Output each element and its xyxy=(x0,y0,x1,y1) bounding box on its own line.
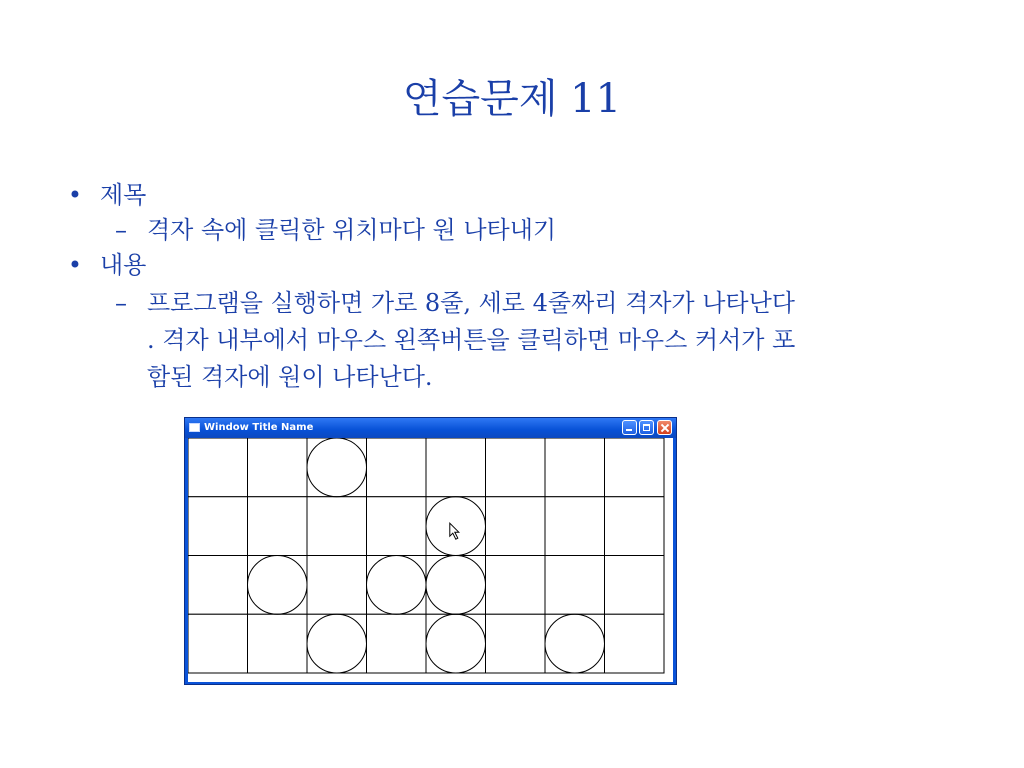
grid-cell[interactable] xyxy=(605,556,665,615)
bullet-label: 내용 xyxy=(100,251,147,279)
grid-cell[interactable] xyxy=(188,614,248,673)
grid-cell[interactable] xyxy=(486,438,546,497)
grid-canvas[interactable] xyxy=(188,438,673,682)
grid-cell[interactable] xyxy=(486,556,546,615)
minimize-icon[interactable] xyxy=(622,420,637,435)
dash-marker: – xyxy=(115,289,127,317)
maximize-icon[interactable] xyxy=(639,420,654,435)
grid-cell[interactable] xyxy=(307,497,367,556)
grid-cell[interactable] xyxy=(605,438,665,497)
sub-item-label: 격자 속에 클릭한 위치마다 원 나타내기 xyxy=(147,216,557,244)
bullet-dot: • xyxy=(67,181,83,209)
window-title: Window Title Name xyxy=(204,422,314,433)
grid-cell[interactable] xyxy=(367,614,427,673)
grid-client-area[interactable] xyxy=(188,438,673,682)
slide-title: 연습문제 11 xyxy=(402,76,622,122)
app-window xyxy=(184,417,677,685)
grid-cell[interactable] xyxy=(605,497,665,556)
grid-cell[interactable] xyxy=(248,497,308,556)
grid-cell[interactable] xyxy=(188,497,248,556)
bullet-label: 제목 xyxy=(100,181,147,209)
dash-marker: – xyxy=(115,216,127,244)
grid-cell[interactable] xyxy=(545,556,605,615)
content-line: . 격자 내부에서 마우스 왼쪽버튼을 클릭하면 마우스 커서가 포 xyxy=(147,326,796,354)
grid-cell[interactable] xyxy=(367,438,427,497)
grid-cell[interactable] xyxy=(486,497,546,556)
content-line: 프로그램을 실행하면 가로 8줄, 세로 4줄짜리 격자가 나타난다 xyxy=(147,289,795,317)
grid-cell[interactable] xyxy=(545,497,605,556)
grid-cell[interactable] xyxy=(307,556,367,615)
grid-cell[interactable] xyxy=(188,556,248,615)
window-icon xyxy=(189,423,200,432)
window-titlebar[interactable] xyxy=(185,418,676,438)
grid-cell[interactable] xyxy=(248,438,308,497)
grid-cell[interactable] xyxy=(367,497,427,556)
grid-cell[interactable] xyxy=(605,614,665,673)
bullet-dot: • xyxy=(67,251,83,279)
grid-cell[interactable] xyxy=(545,438,605,497)
grid-cell[interactable] xyxy=(248,614,308,673)
grid-cell[interactable] xyxy=(426,438,486,497)
close-icon[interactable] xyxy=(657,420,672,435)
grid-cell[interactable] xyxy=(486,614,546,673)
sub-item-content xyxy=(115,288,945,391)
content-line: 함된 격자에 원이 나타난다. xyxy=(147,363,433,391)
grid-cell[interactable] xyxy=(188,438,248,497)
